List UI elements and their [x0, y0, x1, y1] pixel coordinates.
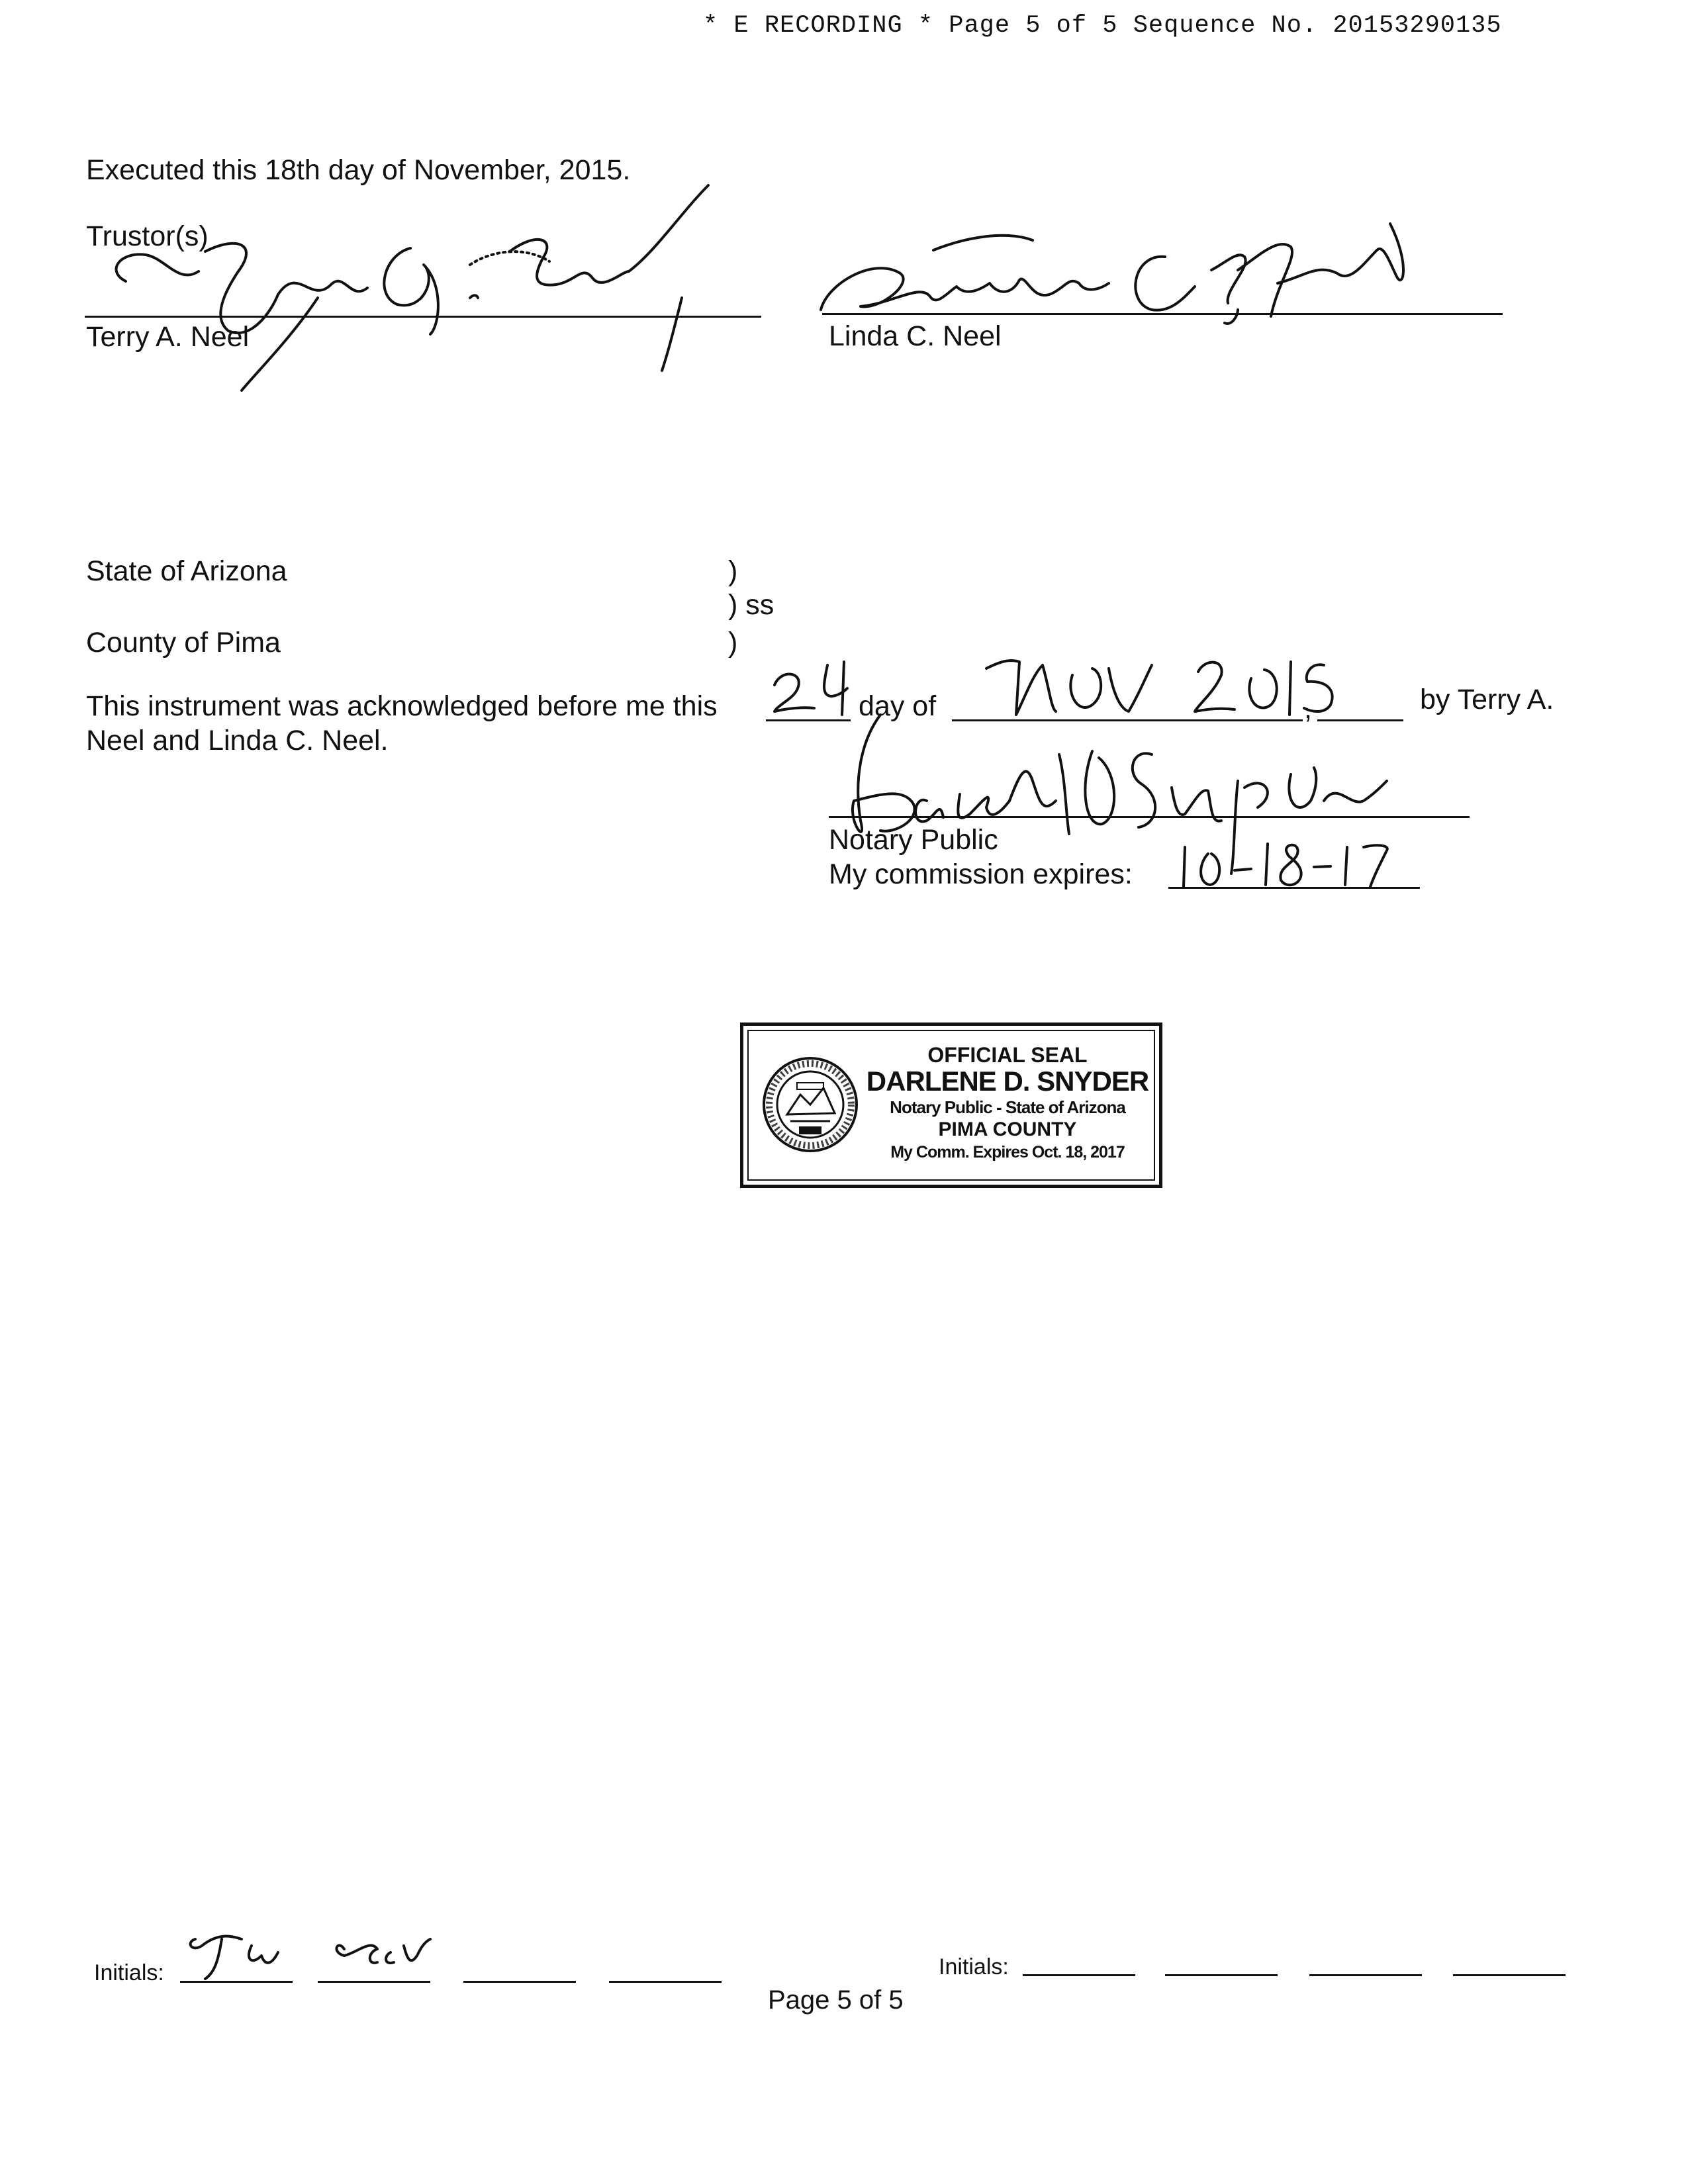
venue-state: State of Arizona	[86, 555, 287, 587]
recording-header: * E RECORDING * Page 5 of 5 Sequence No. 20153290135	[703, 12, 1502, 40]
ack-text-part-2: day of	[859, 690, 937, 722]
initials-right-line-1	[1023, 1974, 1135, 1976]
seal-line-2: DARLENE D. SNYDER	[866, 1066, 1149, 1097]
commission-label: My commission expires:	[829, 858, 1133, 890]
trustor-2-name: Linda C. Neel	[829, 320, 1002, 352]
ack-comma: ,	[1304, 693, 1312, 725]
seal-line-4: PIMA COUNTY	[938, 1118, 1077, 1140]
seal-line-5: My Comm. Expires Oct. 18, 2017	[890, 1143, 1125, 1161]
notary-label: Notary Public	[829, 824, 998, 856]
venue-county: County of Pima	[86, 627, 281, 659]
venue-paren-ss: ) ss	[728, 589, 774, 621]
venue-paren-1: )	[728, 555, 738, 587]
ack-text-line-2: Neel and Linda C. Neel.	[86, 725, 389, 756]
ack-text-part-3: by Terry A.	[1420, 684, 1554, 715]
initials-right-line-3	[1309, 1974, 1422, 1976]
initials-line-1	[180, 1981, 293, 1983]
initials-line-3	[463, 1981, 576, 1983]
initials-line-2	[318, 1981, 430, 1983]
initials-label-right: Initials:	[939, 1954, 1009, 1979]
notary-signature-line	[829, 816, 1470, 818]
initials-handwritten	[179, 1926, 444, 1985]
seal-line-1: OFFICIAL SEAL	[927, 1043, 1088, 1067]
arizona-state-seal-emblem	[761, 1055, 860, 1154]
trustors-label: Trustor(s)	[86, 220, 209, 252]
trustor-2-signature	[814, 210, 1410, 336]
initials-line-4	[609, 1981, 722, 1983]
seal-line-3: Notary Public - State of Arizona	[890, 1097, 1125, 1117]
trustor-1-name: Terry A. Neel	[86, 321, 250, 353]
initials-right-line-4	[1453, 1974, 1566, 1976]
executed-statement: Executed this 18th day of November, 2015.	[86, 154, 631, 186]
trustor-1-signature	[99, 172, 728, 397]
page-number: Page 5 of 5	[768, 1985, 904, 2015]
initials-right-line-2	[1165, 1974, 1278, 1976]
official-notary-seal	[740, 1023, 1162, 1188]
initials-label-left: Initials:	[94, 1960, 164, 1985]
ack-text-part-1: This instrument was acknowledged before me this	[86, 690, 718, 722]
commission-handwritten	[1172, 837, 1397, 890]
venue-paren-3: )	[728, 627, 738, 659]
